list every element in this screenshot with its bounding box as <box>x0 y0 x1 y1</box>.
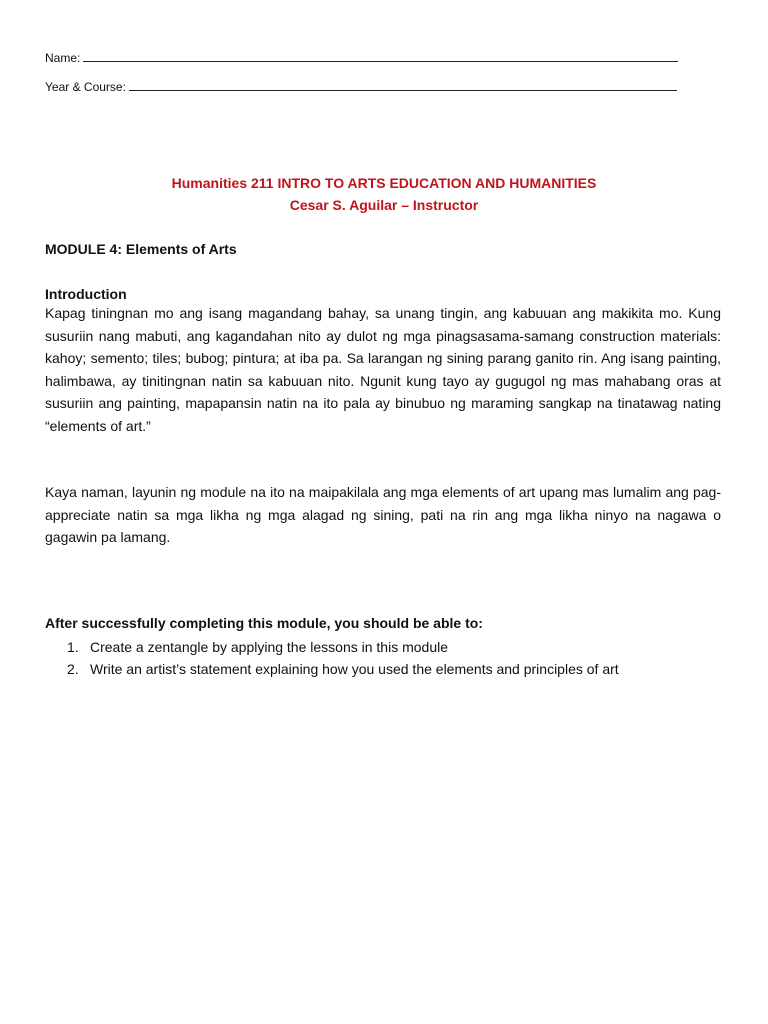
year-course-blank-line <box>129 78 677 91</box>
objective-number: 2. <box>67 661 79 677</box>
name-blank-line <box>83 49 678 62</box>
objective-item <box>45 658 735 680</box>
objective-text: Create a zentangle by applying the lessons in this module <box>90 639 448 655</box>
name-label: Name: <box>45 51 81 65</box>
year-course-field <box>45 78 677 94</box>
name-field <box>45 49 678 65</box>
objective-number: 1. <box>67 639 79 655</box>
instructor-line: Cesar S. Aguilar – Instructor <box>289 197 479 213</box>
objectives-heading: After successfully completing this module, you should be able to: <box>45 615 483 631</box>
objective-item <box>45 636 735 658</box>
purpose-paragraph: Kaya naman, layunin ng module na ito na maipakilala ang mga elements of art upang mas lumalim ang pag-appreciate natin sa mga likha ng mga alagad ng sining, pati na rin ang mga likha ninyo na nagawa o gagawin pa lamang. <box>45 484 721 545</box>
year-course-label: Year & Course: <box>45 80 126 94</box>
module-title: MODULE 4: Elements of Arts <box>45 241 237 257</box>
objectives-list <box>45 636 735 680</box>
introduction-paragraph: Kapag tiningnan mo ang isang magandang bahay, sa unang tingin, ang kabuuan ang makikita mo. Kung susuriin nang mabuti, ang kagandahan nito ay dulot ng mga pinagsasama-samang construction materials: kahoy; semento; tiles; bubog; pintura; at iba pa. Sa larangan ng sining parang ganito rin. Ang isang painting, halimbawa, ay tinitingnan natin sa kabuuan nito. Ngunit kung tayo ay gugugol ng mas mahabang oras at susuriin ang painting, mapapansin natin na ito pala ay binubuo ng maraming sangkap na tinatawag nating “elements of art.” <box>45 305 721 434</box>
introduction-heading: Introduction <box>45 286 127 302</box>
course-title: Humanities 211 INTRO TO ARTS EDUCATION AND HUMANITIES <box>171 175 597 191</box>
objective-text: Write an artist’s statement explaining how you used the elements and principles of art <box>90 661 619 677</box>
